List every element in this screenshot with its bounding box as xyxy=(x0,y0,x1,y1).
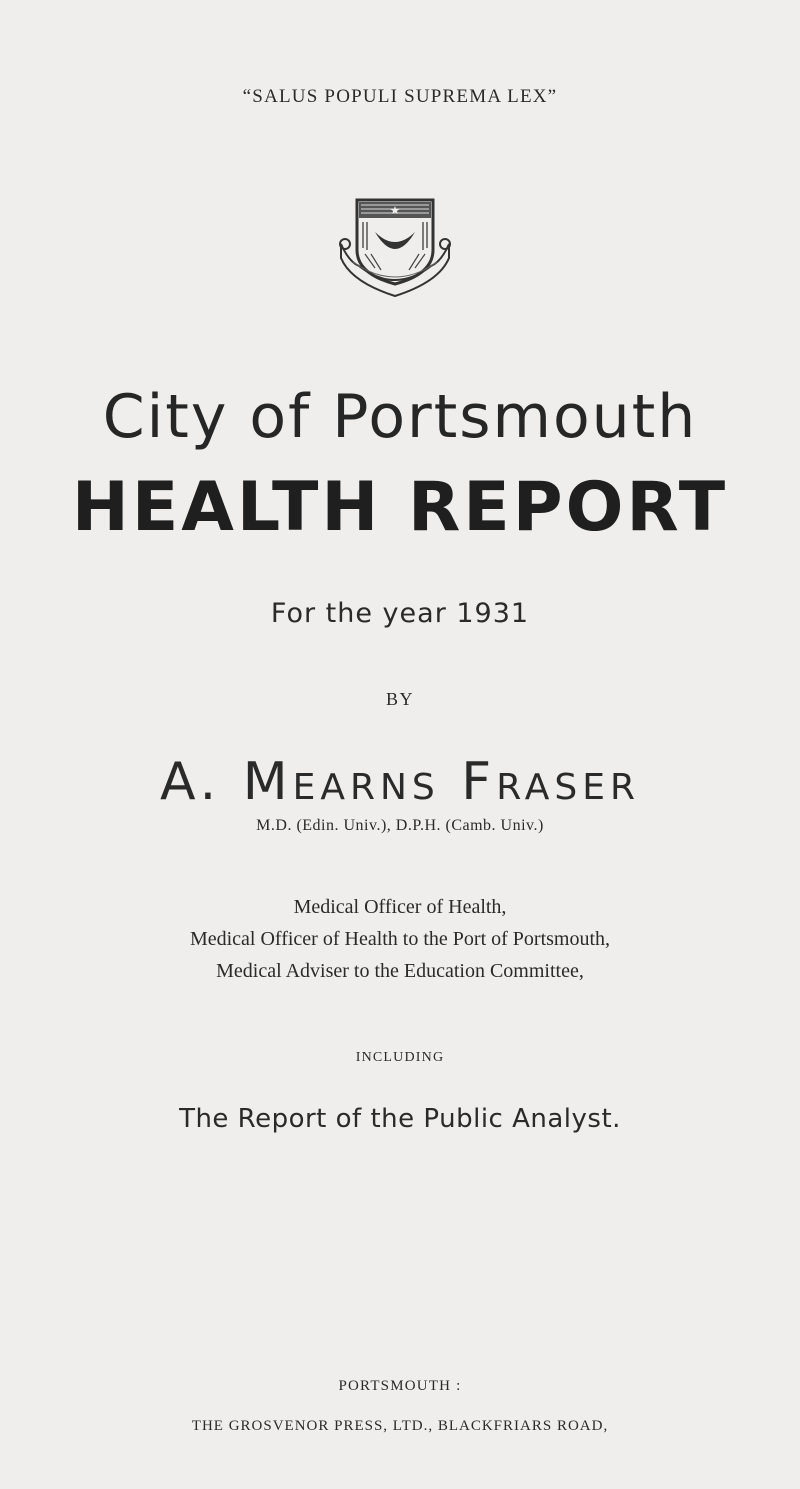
publisher-city: PORTSMOUTH : xyxy=(338,1378,462,1394)
author-degrees: M.D. (Edin. Univ.), D.P.H. (Camb. Univ.) xyxy=(256,817,544,834)
city-crest-icon xyxy=(335,188,455,300)
motto: “SALUS POPULI SUPREMA LEX” xyxy=(242,86,558,107)
report-year: For the year 1931 xyxy=(270,598,530,629)
city-name: City of Portsmouth xyxy=(102,382,698,452)
author-role: Medical Officer of Health to the Port of Portsmouth, xyxy=(189,928,611,950)
author-role: Medical Officer of Health, xyxy=(293,896,507,918)
by-label: BY xyxy=(385,689,414,709)
report-title: HEALTH REPORT xyxy=(71,468,729,547)
publisher-name: THE GROSVENOR PRESS, LTD., BLACKFRIARS ROAD, xyxy=(191,1418,609,1434)
including-label: INCLUDING xyxy=(355,1050,445,1065)
subtitle: The Report of the Public Analyst. xyxy=(179,1104,621,1134)
author-role: Medical Adviser to the Education Committee, xyxy=(216,960,584,982)
author-name: A. Mearns Fraser xyxy=(160,752,640,812)
